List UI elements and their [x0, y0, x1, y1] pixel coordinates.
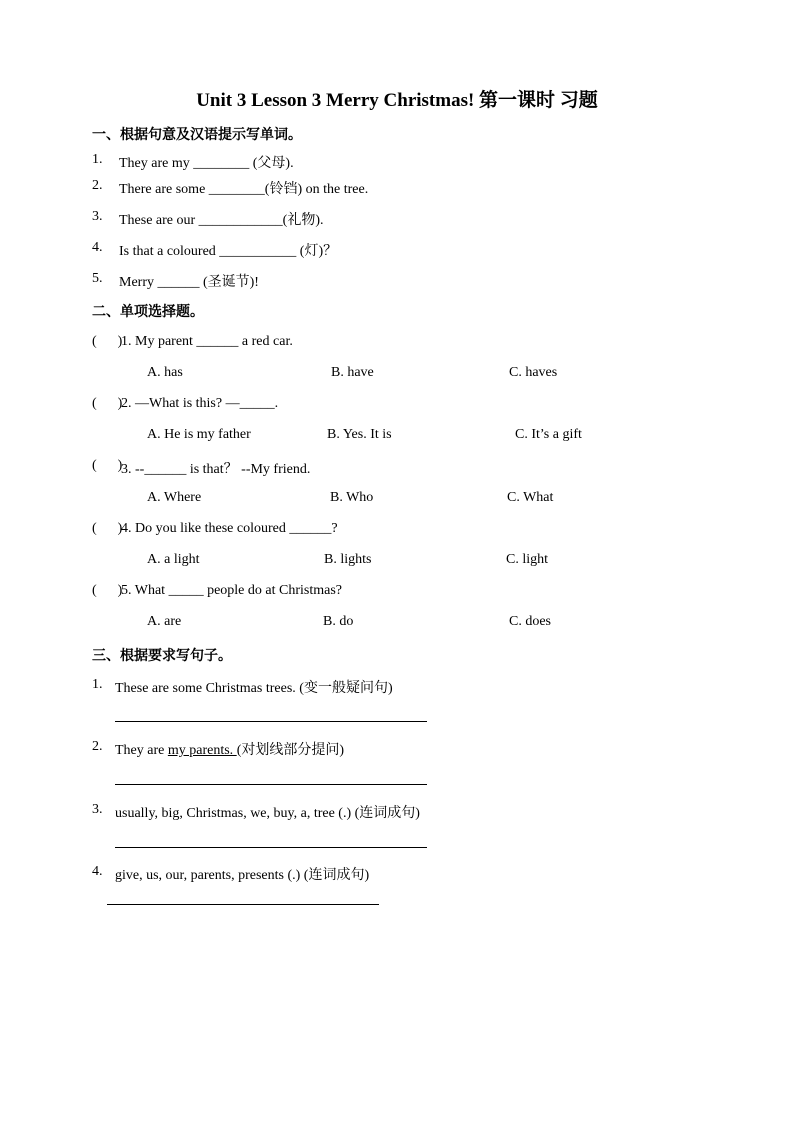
s1-item-5-text: Merry ______ (圣诞节)!: [119, 275, 259, 290]
s1-item-2-number: 2.: [92, 178, 103, 193]
s2-q2-option-c: C. It’s a gift: [515, 427, 582, 442]
s3-item-1-answer-line: [115, 721, 427, 722]
s1-item-3-number: 3.: [92, 209, 103, 224]
s1-item-1-number: 1.: [92, 152, 103, 167]
s1-item-4-number: 4.: [92, 240, 103, 255]
s3-item-2-number: 2.: [92, 739, 103, 754]
s3-item-2-answer-line: [115, 784, 427, 785]
s3-item-2-text: [115, 739, 344, 759]
s2-q4-option-b: B. lights: [324, 552, 372, 567]
s2-q1-option-b: B. have: [331, 365, 374, 380]
s2-q3-option-c: C. What: [507, 490, 554, 505]
s3-item-4-text: give, us, our, parents, presents (.) (连词成句): [115, 868, 370, 883]
s2-q3-question: 3. --______ is that？ --My friend.: [121, 462, 311, 477]
s2-q5-option-c: C. does: [509, 614, 551, 629]
s1-item-5-number: 5.: [92, 271, 103, 286]
s2-q5-option-a: A. are: [147, 614, 182, 629]
s2-q2-question: 2. —What is this? —_____.: [121, 396, 279, 411]
s3-item-2-text-pre: They are: [115, 743, 168, 758]
section1-heading: 一、根据句意及汉语提示写单词。: [92, 127, 302, 143]
s3-item-4-number: 4.: [92, 864, 103, 879]
s2-q3-option-b: B. Who: [330, 490, 374, 505]
s2-q2-option-b: B. Yes. It is: [327, 427, 392, 442]
page-title: Unit 3 Lesson 3 Merry Christmas! 第一课时 习题: [196, 90, 598, 111]
s2-q2-answer-blank: ( ): [92, 396, 123, 411]
s2-q1-option-c: C. haves: [509, 365, 558, 380]
s2-q2-option-a: A. He is my father: [147, 427, 251, 442]
s2-q4-option-c: C. light: [506, 552, 549, 567]
s2-q5-question: 5. What _____ people do at Christmas?: [121, 583, 342, 598]
s3-item-1-number: 1.: [92, 677, 103, 692]
s1-item-4-text: Is that a coloured ___________ (灯)？: [119, 244, 338, 259]
s3-item-3-text: usually, big, Christmas, we, buy, a, tree (.) (连词成句): [115, 806, 420, 821]
s3-item-2-text-post: (对划线部分提问): [236, 743, 345, 758]
s1-item-1-text: They are my ________ (父母).: [119, 156, 294, 171]
s2-q4-question: 4. Do you like these coloured ______?: [121, 521, 338, 536]
s2-q4-answer-blank: ( ): [92, 521, 123, 536]
s2-q5-option-b: B. do: [323, 614, 354, 629]
section2-heading: 二、单项选择题。: [92, 304, 204, 320]
s3-item-4-answer-line: [107, 904, 379, 905]
s2-q5-answer-blank: ( ): [92, 583, 123, 598]
s2-q3-answer-blank: ( ): [92, 458, 123, 473]
s2-q1-answer-blank: ( ): [92, 334, 123, 349]
s1-item-3-text: These are our ____________(礼物).: [119, 213, 324, 228]
s2-q1-question: 1. My parent ______ a red car.: [121, 334, 293, 349]
s3-item-1-text: These are some Christmas trees. (变一般疑问句): [115, 681, 393, 696]
s2-q3-option-a: A. Where: [147, 490, 202, 505]
s2-q4-option-a: A. a light: [147, 552, 200, 567]
s1-item-2-text: There are some ________(铃铛) on the tree.: [119, 182, 369, 197]
s3-item-3-answer-line: [115, 847, 427, 848]
s3-item-3-number: 3.: [92, 802, 103, 817]
section3-heading: 三、根据要求写句子。: [92, 648, 232, 664]
s3-item-2-underlined-part: my parents.: [167, 743, 237, 758]
s2-q1-option-a: A. has: [147, 365, 183, 380]
